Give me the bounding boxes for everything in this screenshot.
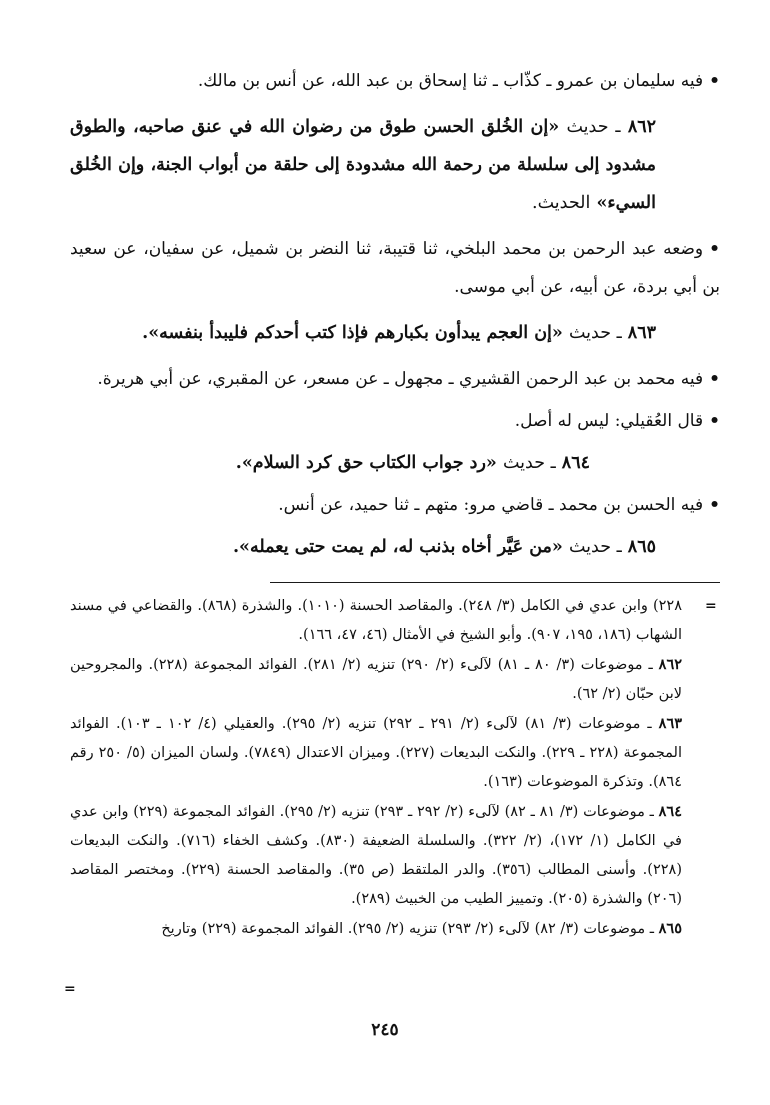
footnote-number: ٨٦٣ [658, 715, 683, 732]
narrator-note-1: •فيه سليمان بن عمرو ـ كذّاب ـ ثنا إسحاق بن عبد الله، عن أنس بن مالك. [70, 62, 720, 100]
page-number: ٢٤٥ [371, 1020, 399, 1040]
hadith-text: «من عَيَّر أخاه بذنب له، لم يمت حتى يعمله». [232, 537, 563, 557]
hadith-number: ٨٦٤ [561, 453, 590, 473]
continuation-mark-top: = [705, 598, 717, 614]
hadith-lead: ـ حديث [566, 117, 621, 137]
hadith-863 [70, 314, 720, 352]
footnote-number: ٨٦٥ [658, 920, 682, 937]
narrator-note-5: •فيه الحسن بن محمد ـ قاضي مرو: متهم ـ ثنا حميد، عن أنس. [70, 486, 720, 524]
main-text [70, 62, 720, 566]
hadith-865 [70, 528, 720, 566]
footnote-865: ٨٦٥ ـ موضوعات (٣/ ٨٢) لآلىء (٢/ ٢٩٣) تنزيه (٢/ ٢٩٥). الفوائد المجموعة (٢٢٩) وتاريخ [161, 920, 682, 937]
bullet-icon: • [709, 411, 720, 431]
hadith-number: ٨٦٢ [627, 117, 657, 137]
hadith-text: «إن العجم يبدأون بكبارهم فإذا كتب أحدكم فليبدأ بنفسه». [142, 323, 563, 343]
hadith-lead: ـ حديث [568, 323, 622, 343]
footnote-continued: ٢٢٨) وابن عدي في الكامل (٣/ ٢٤٨). والمقاصد الحسنة (١٠١٠). والشذرة (٨٦٨). والقضاعي في مسند الشهاب (١٨٦، ١٩٥، ٩٠٧). وأبو الشيخ في الأمثال (٤٦، ٤٧، ١٦٦). [70, 598, 682, 643]
footnote-number: ٨٦٤ [658, 803, 683, 820]
bullet-icon: • [709, 71, 720, 91]
bullet-icon: • [709, 495, 720, 515]
hadith-lead: ـ حديث [502, 453, 556, 473]
narrator-note-4: •قال العُقيلي: ليس له أصل. [70, 402, 720, 440]
hadith-text: «رد جواب الكتاب حق كرد السلام». [235, 453, 497, 473]
footnote-number: ٨٦٢ [658, 656, 683, 673]
footnote-864: ٨٦٤ ـ موضوعات (٣/ ٨١ ـ ٨٢) لآلىء (٢/ ٢٩٢ ـ ٢٩٣) تنزيه (٢/ ٢٩٥). الفوائد المجموعة (٢٢٩) وابن عدي في الكامل (١/ ١٧٢)، (٢/ ٣٢٢). والسلسلة الضعيفة (٨٣٠). وكشف الخفاء (٧١٦). والنكت البديعات (٢٢٨). وأسنى المطالب (٣٥٦). والدر الملتقط (ص ٣٥). والمقاصد الحسنة (٢٢٩). ومختصر المقاصد (٢٠٦) والشذرة (٢٠٥). وتمييز الطيب من الخبيث (٢٨٩). [70, 803, 683, 907]
hadith-lead: ـ حديث [568, 537, 622, 557]
hadith-862 [70, 108, 720, 222]
continuation-mark-bottom: = [64, 981, 76, 997]
hadith-number: ٨٦٣ [627, 323, 656, 343]
narrator-note-3: •فيه محمد بن عبد الرحمن القشيري ـ مجهول ـ عن مسعر، عن المقبري، عن أبي هريرة. [70, 360, 720, 398]
hadith-864 [70, 444, 720, 482]
hadith-tail: الحديث. [532, 193, 591, 213]
footnote-862: ٨٦٢ ـ موضوعات (٣/ ٨٠ ـ ٨١) لآلىء (٢/ ٢٩٠) تنزيه (٢/ ٢٨١). الفوائد المجموعة (٢٢٨). والمجروحين لابن حبّان (٢/ ٦٢). [70, 656, 683, 702]
bullet-icon: • [709, 369, 720, 389]
footnote-divider [270, 582, 720, 583]
hadith-number: ٨٦٥ [627, 537, 656, 557]
footnotes [70, 592, 682, 944]
narrator-note-2: •وضعه عبد الرحمن بن محمد البلخي، ثنا قتيبة، ثنا النضر بن شميل، عن سفيان، عن سعيد بن أبي بردة، عن أبيه، عن أبي موسى. [70, 230, 720, 306]
footnote-863: ٨٦٣ ـ موضوعات (٣/ ٨١) لآلىء (٢/ ٢٩١ ـ ٢٩٢) تنزيه (٢/ ٢٩٥). والعقيلي (٤/ ١٠٢ ـ ١٠٣). الفوائد المجموعة (٢٢٨ ـ ٢٢٩). والنكت البديعات (٢٢٧). وميزان الاعتدال (٧٨٤٩). ولسان الميزان (٥/ ٢٥٠ رقم ٨٦٤). وتذكرة الموضوعات (١٦٣). [70, 715, 683, 790]
hadith-text: «إن الخُلق الحسن طوق من رضوان الله في عنق صاحبه، والطوق مشدود إلى سلسلة من رحمة الله مشدودة إلى حلقة من أبواب الجنة، وإن الخُلق السيء» [70, 117, 656, 213]
bullet-icon: • [709, 239, 720, 259]
